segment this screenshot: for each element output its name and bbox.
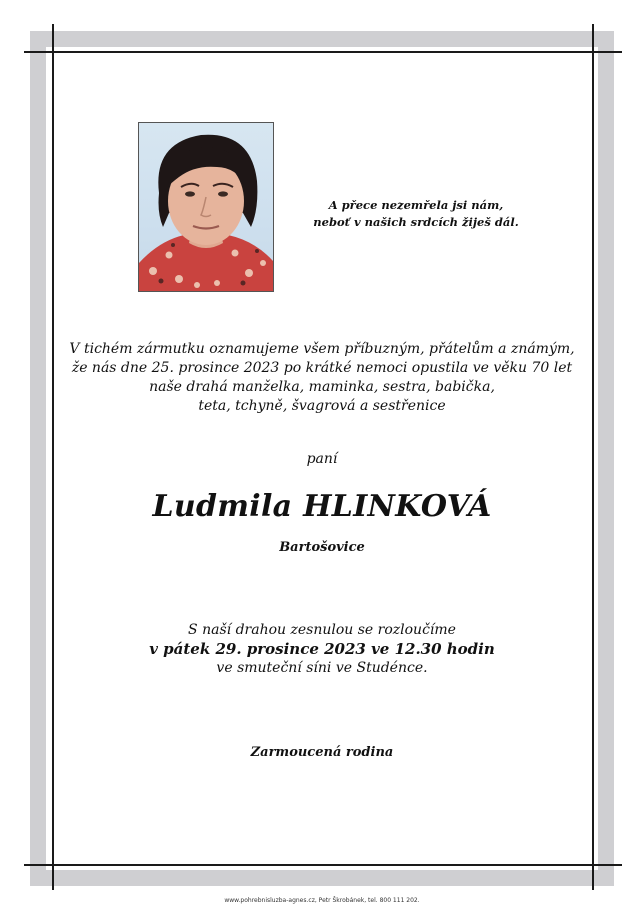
frame-line-left bbox=[52, 24, 54, 890]
announcement-line: naše drahá manželka, maminka, sestra, babička, bbox=[149, 379, 495, 395]
farewell-intro: S naší drahou zesnulou se rozloučíme bbox=[188, 622, 456, 638]
frame-band-top bbox=[30, 31, 614, 47]
farewell-location: ve smuteční síni ve Studénce. bbox=[216, 660, 428, 676]
footer-credit: www.pohrebnisluzba-agnes.cz, Petr Škrobánek, tel. 800 111 202. bbox=[224, 897, 420, 904]
memorial-quote bbox=[300, 197, 532, 231]
announcement-text bbox=[60, 340, 584, 416]
portrait-photo bbox=[138, 122, 274, 292]
farewell-datetime: v pátek 29. prosince 2023 ve 12.30 hodin bbox=[149, 640, 495, 658]
quote-line: A přece nezemřela jsi nám, bbox=[328, 198, 504, 212]
hometown: Bartošovice bbox=[279, 540, 365, 555]
announcement-line: teta, tchyně, švagrová a sestřenice bbox=[198, 398, 446, 414]
frame-line-top bbox=[24, 51, 622, 53]
frame-band-bottom bbox=[30, 870, 614, 886]
quote-line: neboť v našich srdcích žiješ dál. bbox=[313, 215, 519, 229]
announcement-line: že nás dne 25. prosince 2023 po krátké nemoci opustila ve věku 70 let bbox=[71, 360, 573, 376]
title-word: paní bbox=[306, 451, 338, 467]
signature: Zarmoucená rodina bbox=[250, 745, 394, 760]
announcement-line: V tichém zármutku oznamujeme všem příbuzným, přátelům a známým, bbox=[69, 341, 575, 357]
deceased-name: Ludmila HLINKOVÁ bbox=[152, 489, 492, 524]
frame-band-left bbox=[30, 31, 46, 886]
frame-band-right bbox=[598, 31, 614, 886]
frame-line-right bbox=[592, 24, 594, 890]
farewell-block bbox=[60, 621, 584, 678]
frame-line-bottom bbox=[24, 864, 622, 866]
